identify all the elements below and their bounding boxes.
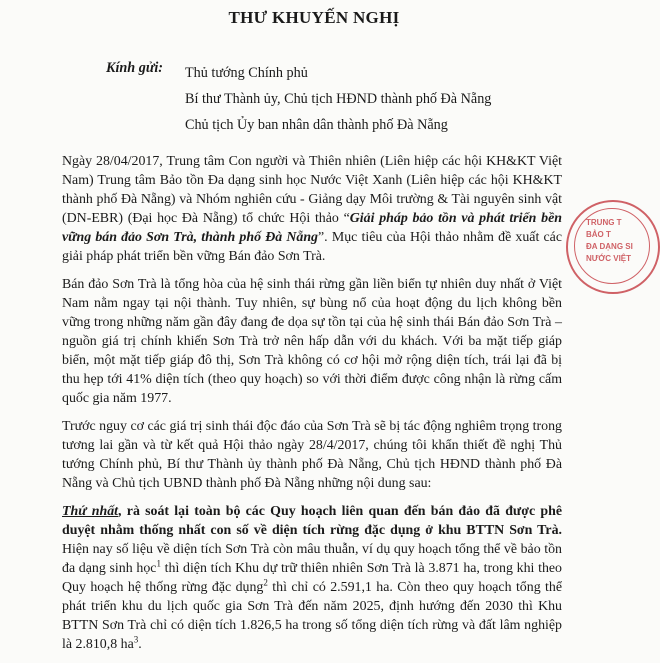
- recipient-item: Chủ tịch Ủy ban nhân dân thành phố Đà Nẵng: [185, 117, 448, 133]
- footnote-ref-3[interactable]: 3: [133, 634, 139, 645]
- first-point-end: .: [138, 637, 142, 652]
- first-point-heading: , rà soát lại toàn bộ các Quy hoạch liên quan đến bán đảo đã được phê duyệt nhằm thống nhất con số về diện tích rừng đặc dụng ở khu BTTN Sơn Trà.: [62, 504, 562, 538]
- paragraph-context: Bán đảo Sơn Trà là tổng hòa của hệ sinh thái rừng gần liền biển tự nhiên duy nhất ở Việt Nam nằm ngay tại nội thành. Tuy nhiên, sự bùng nổ của hoạt động du lịch không bền vững trong những năm gần đây đang đe dọa sự tồn tại của hệ sinh thái Bán đảo Sơn Trà – nguồn giá trị chính khiến Sơn Trà trở nên hấp dẫn với du khách. Với ba mặt tiếp giáp biển, một mặt tiếp giáp đô thị, Sơn Trà không có cơ hội mở rộng diện tích, trái lại đã bị thu hẹp tới 41% diện tích (theo quy hoạch) so với thời điểm được công nhận là rừng cấm quốc gia năm 1977.: [62, 277, 562, 406]
- stamp-text: ĐA DẠNG SI: [586, 242, 633, 251]
- paragraph-first-point: [62, 502, 562, 654]
- stamp-text: NƯỚC VIỆT: [586, 254, 632, 263]
- stamp-text: TRUNG T: [586, 218, 622, 227]
- paragraph-request: Trước nguy cơ các giá trị sinh thái độc đáo của Sơn Trà sẽ bị tác động nghiêm trọng trong tương lai gần và từ kết quả Hội thảo ngày 28/4/2017, chúng tôi khẩn thiết đề nghị Thủ tướng Chính phủ, Bí thư Thành ủy thành phố Đà Nẵng, Chủ tịch HĐND thành phố Đà Nẵng và Chủ tịch UBND thành phố Đà Nẵng những nội dung sau:: [62, 419, 562, 491]
- paragraph-intro: [62, 152, 562, 266]
- recipient-item: Thủ tướng Chính phủ: [185, 65, 308, 81]
- first-point-text-2: thì diện tích Khu dự trữ thiên nhiên Sơn Trà là 3.871 ha, trong khi theo Quy hoạch hệ thống rừng đặc dụng: [62, 561, 562, 595]
- stamp-text: BẢO T: [586, 230, 611, 239]
- first-point-text-3: thì chỉ có 2.591,1 ha. Còn theo quy hoạch tổng thể phát triển khu du lịch quốc gia Sơn Trà đến năm 2025, định hướng đến 2030 thì Khu BTTN Sơn Trà chỉ có diện tích 1.826,5 ha trong số tổng diện tích rừng và đất lâm nghiệp là 2.810,8 ha: [62, 580, 563, 652]
- intro-text-end: ”. Mục tiêu của Hội thảo nhằm đề xuất các giải pháp phát triển bền vững Bán đảo Sơn Trà.: [62, 230, 563, 264]
- footnote-ref-2[interactable]: 2: [263, 577, 268, 588]
- letter-body: [62, 152, 562, 663]
- recipient-list: [185, 60, 585, 138]
- workshop-title: Giải pháp bảo tồn và phát triển bền vững bán đảo Sơn Trà, thành phố Đà Nẵng: [62, 211, 562, 245]
- letter-title: THƯ KHUYẾN NGHỊ: [228, 8, 400, 27]
- organization-stamp: [566, 200, 660, 294]
- first-point-label: Thứ nhất: [62, 504, 119, 519]
- first-point-text: Hiện nay số liệu về diện tích Sơn Trà còn mâu thuẫn, ví dụ quy hoạch tổng thể về bảo tồn đa dạng sinh học: [62, 542, 562, 576]
- salutation-label: Kính gửi:: [106, 60, 163, 76]
- footnote-ref-1[interactable]: 1: [156, 558, 161, 569]
- recipient-item: Bí thư Thành ủy, Chủ tịch HĐND thành phố Đà Nẵng: [185, 91, 492, 107]
- intro-text: Ngày 28/04/2017, Trung tâm Con người và Thiên nhiên (Liên hiệp các hội KH&KT Việt Nam) Trung tâm Bảo tồn Đa dạng sinh học Nước Việt Xanh (Liên hiệp các hội KH&KT thành phố Đà Nẵng) và Nhóm nghiên cứu - Giảng dạy Môi trường & Tài nguyên sinh vật (DN-EBR) (Đại học Đà Nẵng) tổ chức Hội thảo “: [62, 154, 562, 226]
